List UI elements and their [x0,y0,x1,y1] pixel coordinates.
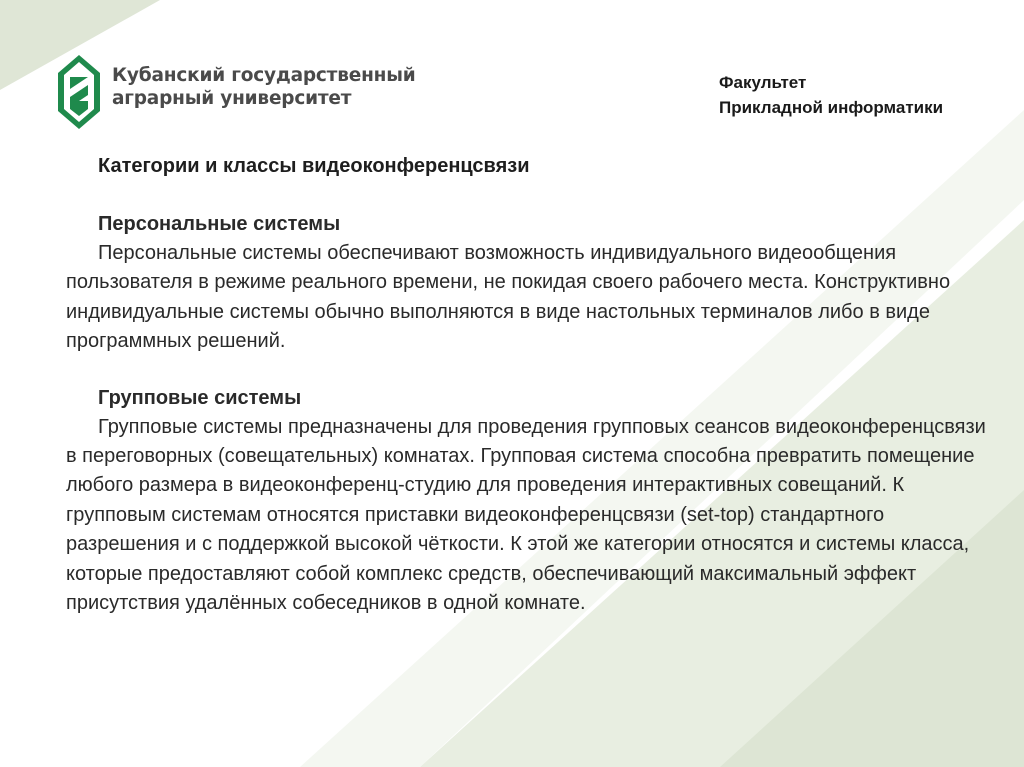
slide-content [66,150,986,618]
slide-title: Категории и классы видеоконференцсвязи [98,155,530,177]
university-logo [58,55,416,129]
section-text-group: Групповые системы предназначены для проведения групповых сеансов видеоконференцсвязи в переговорных (совещательных) комнатах. Групповая система способна превратить помещение любого размера в видеоконференц-студию для проведения интерактивных совещаний. К групповым системам относятся приставки видеоконференцсвязи (set-top) стандартного разрешения и с поддержкой высокой чёткости. К этой же категории относятся и системы класса, которые предоставляют собой комплекс средств, обеспечивающий максимальный эффект присутствия удалённых собеседников в одной комнате. [66,415,986,615]
faculty-label [719,70,943,120]
university-name-line1: Кубанский государственный [112,65,416,86]
section-text-personal: Персональные системы обеспечивают возможность индивидуального видеообщения пользователя в режиме реального времени, не покидая своего рабочего места. Конструктивно индивидуальные системы обычно выполняются в виде настольных терминалов либо в виде программных решений. [66,242,951,353]
faculty-line2: Прикладной информатики [719,98,944,117]
section-heading-group: Групповые системы [98,386,302,409]
university-name-line2: аграрный университет [112,88,352,109]
section-heading-personal: Персональные системы [98,213,341,235]
university-name [112,64,416,110]
faculty-line1: Факультет [719,73,807,92]
university-emblem-icon [58,55,100,129]
